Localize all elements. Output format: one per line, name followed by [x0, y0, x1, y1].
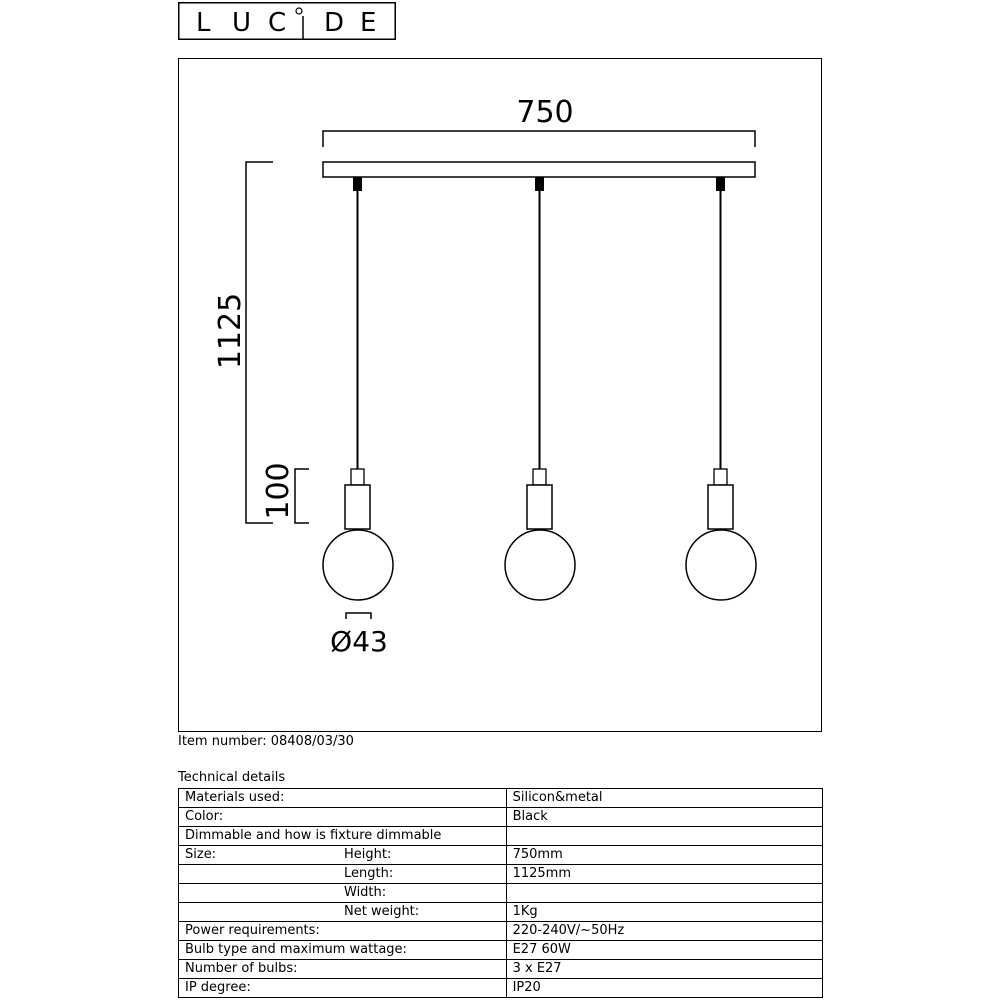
logo-letter: E: [360, 8, 377, 38]
spec-value: 1125mm: [506, 865, 822, 884]
drawing-frame: [178, 58, 822, 732]
dim-holder-label: 100: [261, 462, 296, 520]
spec-value: 220-240V/~50Hz: [506, 922, 822, 941]
spec-label: Number of bulbs:: [185, 961, 298, 976]
table-row: [179, 846, 823, 865]
dim-width-label: 750: [516, 95, 574, 130]
lucide-logo: [178, 2, 396, 40]
spec-value: 3 x E27: [506, 960, 822, 979]
dim-height-label: 1125: [213, 292, 248, 370]
spec-label-cell: [179, 979, 507, 998]
technical-details-table: [178, 788, 823, 998]
table-row: [179, 884, 823, 903]
table-row: [179, 941, 823, 960]
spec-label-cell: [179, 827, 507, 846]
spec-label-cell: [179, 903, 507, 922]
table-row: [179, 808, 823, 827]
spec-label-cell: [179, 789, 507, 808]
pendant-3: [686, 177, 756, 600]
spec-label-cell: [179, 865, 507, 884]
spec-value: IP20: [506, 979, 822, 998]
spec-sublabel: Width:: [344, 885, 387, 900]
table-row: [179, 865, 823, 884]
table-row: [179, 789, 823, 808]
spec-label: Dimmable and how is fixture dimmable: [185, 828, 442, 843]
spec-value: E27 60W: [506, 941, 822, 960]
technical-details-title: Technical details: [178, 770, 286, 785]
item-number: Item number: 08408/03/30: [178, 734, 354, 749]
pendant-2: [505, 177, 575, 600]
spec-label: Bulb type and maximum wattage:: [185, 942, 407, 957]
spec-value: Black: [506, 808, 822, 827]
logo-letter: L: [196, 8, 211, 38]
spec-label: Size:: [185, 847, 217, 862]
spec-label: IP degree:: [185, 980, 251, 995]
table-row: [179, 903, 823, 922]
table-row: [179, 960, 823, 979]
spec-label-cell: [179, 960, 507, 979]
spec-value: [506, 884, 822, 903]
spec-value: 750mm: [506, 846, 822, 865]
spec-label-cell: [179, 884, 507, 903]
spec-sublabel: Length:: [344, 866, 394, 881]
spec-label: Power requirements:: [185, 923, 320, 938]
spec-value: 1Kg: [506, 903, 822, 922]
spec-label: Color:: [185, 809, 224, 824]
table-row: [179, 922, 823, 941]
spec-sublabel: Net weight:: [344, 904, 420, 919]
logo-letter: U: [232, 8, 252, 38]
spec-label-cell: [179, 922, 507, 941]
spec-label-cell: [179, 846, 507, 865]
pendant-1: [323, 177, 393, 600]
spec-sublabel: Height:: [344, 847, 392, 862]
dim-diameter-label: Ø43: [330, 625, 388, 658]
spec-label-cell: [179, 941, 507, 960]
spec-value: [506, 827, 822, 846]
technical-drawing: [179, 59, 820, 730]
table-row: [179, 827, 823, 846]
table-row: [179, 979, 823, 998]
spec-label: Materials used:: [185, 790, 285, 805]
logo-letter: D: [324, 8, 345, 38]
logo-letter: C: [268, 8, 287, 38]
spec-value: Silicon&metal: [506, 789, 822, 808]
spec-label-cell: [179, 808, 507, 827]
